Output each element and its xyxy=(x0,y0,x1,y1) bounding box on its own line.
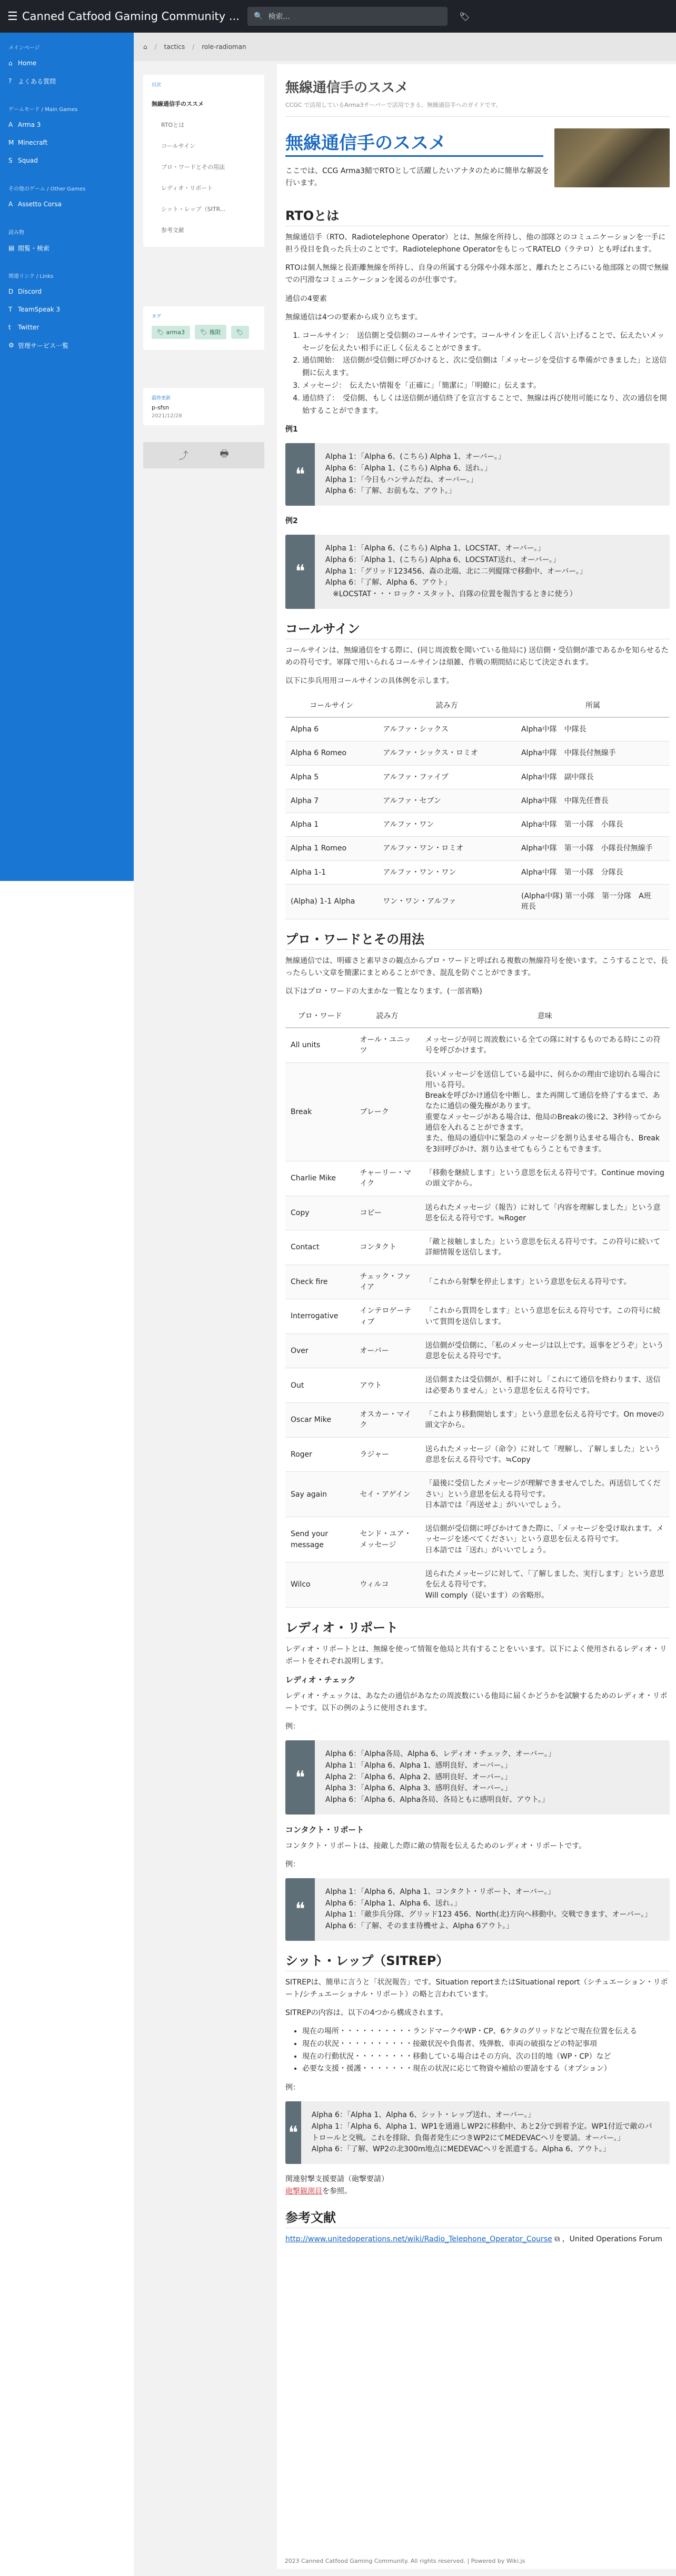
quote-text: Alpha 1：「Alpha 6、(こちら) Alpha 1、オーバー。」 Alpha 6：「Alpha 1、(こちら) Alpha 6、送れ。」 Alpha 1：「今日もハンサムだね、オーバー。」 Alpha 6：「了解、お前もな、アウト。」 xyxy=(325,453,505,496)
basic-list xyxy=(285,330,670,418)
table-cell: ウィルコ xyxy=(354,1562,420,1608)
sitrep-paragraph: SITREPは、簡単に言うと「状況報告」です。Situation reportまたはSituational report（シチュエーション・リポート/シチュエーショナル・リポート）の略と言われています。 xyxy=(285,1978,668,1999)
table-cell: (Alpha) 1-1 Alpha xyxy=(285,885,377,919)
nav-section-label: 関連リンク / Links xyxy=(8,274,54,279)
heading-references: 参考文献 xyxy=(285,2207,670,2228)
quote-icon: ❝ xyxy=(285,443,315,506)
heading-callsign: コールサイン xyxy=(285,618,670,639)
quote-text: Alpha 1：「Alpha 6、Alpha 1、コンタクト・リポート、オーバー。」 Alpha 6：「Alpha 1、Alpha 6、送れ。」 Alpha 1：「敵歩兵分隊、グリッド123 456、North(北)方向へ移動中。交戦できます、オーバー。」 Alpha 6：「了解、そのまま待機せよ、Alpha 6アウト。」 xyxy=(325,1888,652,1931)
table-cell: アルファ・ワン xyxy=(377,813,516,837)
example-quote xyxy=(285,1740,670,1814)
table-cell: Wilco xyxy=(285,1562,354,1608)
table-cell: Contact xyxy=(285,1230,354,1265)
table-row xyxy=(285,1299,670,1334)
external-link-icon: ⧉ xyxy=(554,2235,560,2244)
basic-lead: 無線通信は4つの要素から成り立ちます。 xyxy=(285,313,422,322)
list-item: 3. メッセージ： 伝えたい情報を「正確に」「簡潔に」「明瞭に」伝えます。 xyxy=(302,380,670,393)
sidebar-item[interactable] xyxy=(0,72,134,90)
last-edited-date: 2021/12/28 xyxy=(152,413,182,419)
reference-line xyxy=(285,2233,670,2246)
table-header: プロ・ワード xyxy=(285,1004,354,1028)
last-edited-label: 最終更新 xyxy=(152,396,171,401)
table-cell: オスカー・マイク xyxy=(354,1403,420,1438)
table-cell: Alpha 5 xyxy=(285,765,377,789)
quote-text: Alpha 6：「Alpha 1、Alpha 6、シット・レップ送れ、オーバー。」 Alpha 1：「Alpha 6、Alpha 1、WP1を通過しWP2に移動中、あと2分で到着予定。WP1付近で敵のパトロールと交戦。これを排除、負傷者発生につきWP2にてMEDEVACヘリを要請。オーバー。」 Alpha 6：「了解、WP2の北300m地点にMEDEVACヘリを派遣する。Alpha 6、アウト。」 xyxy=(311,2111,652,2154)
table-cell: Send your message xyxy=(285,1517,354,1562)
table-cell: Check fire xyxy=(285,1265,354,1299)
table-cell: インテロゲーティブ xyxy=(354,1299,420,1334)
table-cell: Alpha 1 xyxy=(285,813,377,837)
toc-item[interactable]: レディオ・リポート xyxy=(161,185,213,192)
table-cell: Alpha 1 Romeo xyxy=(285,837,377,860)
breadcrumb-separator: / xyxy=(154,43,157,51)
nav-section-label: ゲームモード / Main Games xyxy=(8,107,78,113)
table-row xyxy=(285,717,670,741)
example-label: 例1 xyxy=(285,425,298,434)
table-cell: All units xyxy=(285,1028,354,1063)
share-icon[interactable]: ⤴ xyxy=(178,450,188,462)
radio-check-paragraph: レディオ・チェックは、あなたの通信があなたの周波数にいる他局に届くかどうかを試験するためのレディオ・リポートです。以下の例のように使用されます。 xyxy=(285,1692,668,1713)
table-row xyxy=(285,1063,670,1161)
example-quote xyxy=(285,2101,670,2164)
table-row xyxy=(285,860,670,884)
nav-item-icon: t xyxy=(8,324,11,331)
table-cell: アルファ・ファイブ xyxy=(377,765,516,789)
table-cell: (Alpha中隊) 第一小隊 第一分隊 A班 班長 xyxy=(516,885,670,919)
print-icon[interactable]: 🖶 xyxy=(220,448,229,459)
intro-text: ここでは、CCG Arma3鯖でRTOとして活躍したいアナタのために簡単な解説を行います。 xyxy=(285,167,549,188)
table-header: 読み方 xyxy=(377,694,516,717)
breadcrumb xyxy=(134,33,676,61)
heading-radio-check: レディオ・チェック xyxy=(285,1675,356,1685)
table-cell: 「これより移動開始します」という意思を伝える符号です。On moveの頭文字から。 xyxy=(420,1403,670,1438)
toc-item[interactable]: プロ・ワードとその用法 xyxy=(161,164,225,171)
table-row xyxy=(285,837,670,860)
sidebar-nav xyxy=(0,33,134,881)
table-row xyxy=(285,885,670,919)
sidebar-item[interactable] xyxy=(0,239,134,257)
table-cell: アルファ・シックス xyxy=(377,717,516,741)
reference-tail: ，United Operations Forum xyxy=(562,2235,662,2244)
table-cell: メッセージが同じ周波数にいる全ての隊に対するものである時にこの符号を呼びかけます。 xyxy=(420,1028,670,1063)
table-row xyxy=(285,1230,670,1265)
table-row xyxy=(285,1437,670,1472)
search-placeholder: 検索... xyxy=(268,13,290,21)
sidebar-item-label: Assetto Corsa xyxy=(18,201,62,208)
toc-item[interactable]: シット・レップ（SITR... xyxy=(161,206,226,213)
table-of-contents xyxy=(143,75,264,247)
table-cell: アルファ・ワン・ロミオ xyxy=(377,837,516,860)
proword-table xyxy=(285,1004,670,1608)
example-label: 例： xyxy=(285,1860,300,1869)
table-cell: アルファ・セブン xyxy=(377,789,516,813)
quote-icon: ❝ xyxy=(285,1878,315,1941)
example-label: 例： xyxy=(285,2083,300,2092)
table-cell: Interrogative xyxy=(285,1299,354,1334)
sidebar-item[interactable] xyxy=(0,318,134,336)
main-area xyxy=(134,33,676,2576)
quote-icon: ❝ xyxy=(285,1740,315,1814)
quote-icon: ❝ xyxy=(285,535,315,608)
related-note xyxy=(285,2173,670,2198)
table-cell: 送られたメッセージ（報告）に対して「内容を理解しました」という意思を伝える符号です。≒Roger xyxy=(420,1196,670,1230)
table-row xyxy=(285,1334,670,1368)
list-item: 2. 通信開始： 送信側が受信側に呼びかけると、次に受信側は「メッセージを受信する準備ができました」と送信側に伝えます。 xyxy=(302,355,670,380)
table-cell: 「これから質問をします」という意思を伝える符号です。この符号に続いて質問を送信します。 xyxy=(420,1299,670,1334)
heading-proword: プロ・ワードとその用法 xyxy=(285,929,670,950)
table-cell: 「敵と接触しました」という意思を伝える符号です。この符号に続いて詳細情報を送信します。 xyxy=(420,1230,670,1265)
list-item: • 必要な支援・援護・・・・・・・現在の状況に応じて物資や補給の要請をする（オプション） xyxy=(302,2063,670,2076)
table-row xyxy=(285,765,670,789)
table-cell: アルファ・ワン・ワン xyxy=(377,860,516,884)
table-row xyxy=(285,1028,670,1063)
table-cell: Copy xyxy=(285,1196,354,1230)
top-bar xyxy=(0,0,676,33)
table-cell: オール・ユニッツ xyxy=(354,1028,420,1063)
tags-label: タグ xyxy=(152,314,162,319)
sidebar-item-label: よくある質問 xyxy=(18,77,56,85)
nav-section-label: メインページ xyxy=(8,45,40,51)
table-cell: ブレーク xyxy=(354,1063,420,1161)
table-cell: アウト xyxy=(354,1368,420,1403)
sidebar-item-label: 管理サービス一覧 xyxy=(18,342,69,349)
nav-item-icon: S xyxy=(8,157,13,164)
quote-text: Alpha 1：「Alpha 6、(こちら) Alpha 1、LOCSTAT、オーバー。」 Alpha 6：「Alpha 1、(こちら) Alpha 6、LOCSTAT送れ、オーバー。」 Alpha 1：「グリッド123456、森の北端、北に二列縦隊で移動中、オーバー。」 Alpha 6：「了解、Alpha 6、アウト」 ※LOCSTAT・・・ロック・スタット、自隊の位置を報告するときに使う） xyxy=(325,544,587,599)
search-icon: 🔍 xyxy=(254,12,263,21)
sidebar-item-label: Arma 3 xyxy=(18,121,41,128)
author-name[interactable]: p-sfsn xyxy=(152,404,170,411)
quote-icon: ❝ xyxy=(285,2101,301,2164)
toc-item[interactable]: 参考文献 xyxy=(161,227,184,234)
sidebar-item[interactable] xyxy=(0,152,134,169)
breadcrumb-item-tactics[interactable]: tactics xyxy=(164,43,185,51)
nav-item-icon: ▤ xyxy=(8,244,15,252)
table-cell: Alpha中隊 副中隊長 xyxy=(516,765,670,789)
table-cell: セイ・アゲイン xyxy=(354,1472,420,1517)
sidebar-item[interactable] xyxy=(0,116,134,134)
table-cell: ワン・ワン・アルファ xyxy=(377,885,516,919)
table-cell: コンタクト xyxy=(354,1230,420,1265)
table-row xyxy=(285,1196,670,1230)
table-cell: コピー xyxy=(354,1196,420,1230)
table-cell: 「最後に受信したメッセージが理解できませんでした。再送信してください」という意思を伝える符号です。 日本語では「再送せよ」がいいでしょう。 xyxy=(420,1472,670,1517)
table-row xyxy=(285,741,670,765)
sidebar-item-label: Squad xyxy=(18,157,38,164)
example-quote xyxy=(285,535,670,608)
breadcrumb-separator: / xyxy=(192,43,195,51)
table-header: コールサイン xyxy=(285,694,377,717)
example-label: 例： xyxy=(285,1722,300,1731)
hero-title: 無線通信手のススメ xyxy=(285,128,543,157)
example-quote xyxy=(285,443,670,506)
table-cell: Alpha中隊 中隊長 xyxy=(516,717,670,741)
table-cell: 送られたメッセージ（命令）に対して「理解し、了解しました」という意思を伝える符号です。≒Copy xyxy=(420,1437,670,1472)
table-cell: アルファ・シックス・ロミオ xyxy=(377,741,516,765)
heading-contact-report: コンタクト・リポート xyxy=(285,1825,364,1835)
table-cell: Alpha中隊 中隊長付無線手 xyxy=(516,741,670,765)
tag-chip[interactable]: 🏷 xyxy=(231,326,249,339)
example-quote xyxy=(285,1878,670,1941)
sidebar-item[interactable] xyxy=(0,300,134,318)
tags-icon[interactable]: 🏷 xyxy=(459,11,470,22)
related-note-text: 関連射撃支援要請（砲撃要請） xyxy=(285,2175,389,2184)
sidebar-item[interactable] xyxy=(0,195,134,213)
page-actions xyxy=(143,442,264,468)
sitrep-paragraph: SITREPの内容は、以下の4つから構成されます。 xyxy=(285,2008,448,2017)
sidebar-item-label: Discord xyxy=(18,288,42,295)
hero xyxy=(285,128,670,196)
table-row xyxy=(285,1161,670,1196)
basic-heading: 通信の4要素 xyxy=(285,294,327,303)
proword-paragraph: 無線通信では、明確さと素早さの観点からプロ・ワードと呼ばれる複数の無線符号を使います。こうすることで、長ったらしい文章を簡潔にまとめることができ、混乱を防ぐことができます。 xyxy=(285,956,668,977)
table-row xyxy=(285,813,670,837)
article xyxy=(277,64,676,2569)
list-item: 4. 通信終了： 受信側、もしくは送信側が通信終了を宣言することで、無線は再び使用可能になり、次の通信を開始することができます。 xyxy=(302,393,670,418)
table-cell: Alpha 6 xyxy=(285,717,377,741)
page-title: 無線通信手のススメ xyxy=(285,80,409,96)
list-item: 1. コールサイン： 送信側と受信側のコールサインです。コールサインを正しく言い上げることで、伝えたいメッセージを伝えたい相手に正しく伝えることができます。 xyxy=(302,330,670,355)
table-cell: Alpha中隊 第一小隊 小隊長付無線手 xyxy=(516,837,670,860)
table-row xyxy=(285,1517,670,1562)
table-cell: チャーリー・マイク xyxy=(354,1161,420,1196)
search-input[interactable] xyxy=(247,7,448,26)
callsign-paragraph: コールサインは、無線通信をする際に、(同じ周波数を聞いている他局に) 送信側・受信側が誰であるかを知らせるための符号です。軍隊で用いられるコールサインは煩雑、作戦の期間結に応じて決定されます。 xyxy=(285,646,669,667)
sidebar-item-label: Minecraft xyxy=(18,139,48,146)
related-note-tail: を参照。 xyxy=(322,2187,352,2196)
table-cell: Alpha中隊 中隊先任曹長 xyxy=(516,789,670,813)
nav-section-label: その他のゲーム / Other Games xyxy=(8,186,86,192)
nav-item-icon: ⌂ xyxy=(8,59,13,67)
table-row xyxy=(285,1472,670,1517)
table-cell: センド・ユア・メッセージ xyxy=(354,1517,420,1562)
sidebar-item-label: TeamSpeak 3 xyxy=(18,306,61,313)
reference-link[interactable]: http://www.unitedoperations.net/wiki/Radio_Telephone_Operator_Course xyxy=(285,2235,552,2244)
table-header: 所属 xyxy=(516,694,670,717)
sidebar-item[interactable] xyxy=(0,283,134,300)
toc-item[interactable]: コールサイン xyxy=(161,143,196,149)
table-cell: Alpha 7 xyxy=(285,789,377,813)
table-header: 読み方 xyxy=(354,1004,420,1028)
tag-chip[interactable]: 🏷 権限 xyxy=(195,325,226,339)
menu-icon[interactable]: ☰ xyxy=(7,9,18,23)
table-cell: オーバー xyxy=(354,1334,420,1368)
tag-chip[interactable]: 🏷 arma3 xyxy=(152,326,190,339)
table-cell: Say again xyxy=(285,1472,354,1517)
table-cell: 送られたメッセージに対して、「了解しました、実行します」という意思を伝える符号です。 Will comply（従います）の省略形。 xyxy=(420,1562,670,1608)
table-cell: Over xyxy=(285,1334,354,1368)
table-cell: Alpha中隊 第一小隊 分隊長 xyxy=(516,860,670,884)
table-row xyxy=(285,1265,670,1299)
page-subtitle: CCGC で活用しているArma3サーバーで活用できる、無線通信手へのガイドです。 xyxy=(285,101,670,117)
toc-item[interactable]: 無線通信手のススメ xyxy=(152,101,204,107)
table-cell: 長いメッセージを送信している最中に、何らかの理由で途切れる場合に用いる符号。 Breakを呼びかけ通信を中断し、また再開して通信を終了するまで、あなたに通信の優先権があります。 重要なメッセージがある場合は、他局のBreakの後に2、3秒待ってから通信を入れることができます。 また、他局の通信中に緊急のメッセージを割り込ませる場合も、Breakを3回呼びかけ、割り込ませてもらうこともできます。 xyxy=(420,1063,670,1161)
table-cell: 「これから射撃を停止します」という意思を伝える符号です。 xyxy=(420,1265,670,1299)
observer-link[interactable]: 砲撃観測員 xyxy=(285,2187,322,2196)
list-item: • 現在の状況・・・・・・・・・・接敵状況や負傷者、残弾数、車両の破損などの特記事項 xyxy=(302,2038,670,2051)
contact-paragraph: コンタクト・リポートは、接敵した際に敵の情報を伝えるためのレディオ・リポートです。 xyxy=(285,1841,586,1850)
home-icon[interactable]: ⌂ xyxy=(143,43,147,51)
table-cell: Charlie Mike xyxy=(285,1161,354,1196)
table-row xyxy=(285,1403,670,1438)
nav-item-icon: T xyxy=(8,306,13,313)
table-cell: Roger xyxy=(285,1437,354,1472)
nav-item-icon: ⚙ xyxy=(8,342,14,349)
table-cell: 「移動を継続します」という意思を伝える符号です。Continue movingの頭文字から。 xyxy=(420,1161,670,1196)
sidebar-item[interactable] xyxy=(0,54,134,72)
quote-text: Alpha 6：「Alpha各局、Alpha 6、レディオ・チェック、オーバー。」 Alpha 1：「Alpha 6、Alpha 1、感明良好、オーバー。」 Alpha 2：「Alpha 6、Alpha 2、感明良好、オーバー。」 Alpha 3：「Alpha 6、Alpha 3、感明良好、オーバー。」 Alpha 6：「Alpha 6、Alpha各局、各局ともに感明良好、アウト。」 xyxy=(325,1750,555,1805)
nav-item-icon: A xyxy=(8,201,13,208)
proword-paragraph: 以下はプロ・ワードの大まかな一覧となります。(一部省略) xyxy=(285,987,482,996)
table-cell: Break xyxy=(285,1063,354,1161)
sidebar-item[interactable] xyxy=(0,336,134,354)
example-label: 例2 xyxy=(285,517,298,526)
table-cell: 送信側または受信側が、相手に対し「これにて通信を終わります、送信は必要ありません」という意思を伝える符号です。 xyxy=(420,1368,670,1403)
sidebar-item-label: 閲覧・検索 xyxy=(18,244,50,252)
site-title[interactable]: Canned Catfood Gaming Community ... xyxy=(22,10,240,23)
nav-item-icon: D xyxy=(8,288,14,295)
table-cell: チェック・ファイア xyxy=(354,1265,420,1299)
table-cell: 送信側が受信側に呼びかけてきた際に、「メッセージを受け取れます。メッセージを述べてください」という意思を伝える符号です。 日本語では「送れ」がいいでしょう。 xyxy=(420,1517,670,1562)
heading-sitrep: シット・レップ（SITREP） xyxy=(285,1950,670,1971)
callsign-table xyxy=(285,694,670,919)
table-cell: Out xyxy=(285,1368,354,1403)
table-cell: Oscar Mike xyxy=(285,1403,354,1438)
rto-paragraph: 無線通信手（RTO、Radiotelephone Operator）とは、無線を所持し、他の部隊とのコミュニケーションを一手に担う役目を負った兵士のことです。Radiotelephone OperatorをもじってRATELO（ラテロ）とも呼ばれます。 xyxy=(285,233,666,254)
breadcrumb-item-current[interactable]: role-radioman xyxy=(202,43,246,51)
table-cell: Alpha中隊 第一小隊 小隊長 xyxy=(516,813,670,837)
rto-paragraph: RTOは個人無線と長距離無線を所持し、自身の所属する分隊や小隊本部と、離れたところにいる他部隊との間で無線での円滑なコミュニケーションを図るのが仕事です。 xyxy=(285,264,669,285)
nav-section-label: 読み物 xyxy=(8,230,24,236)
table-header: 意味 xyxy=(420,1004,670,1028)
tags-panel xyxy=(143,306,264,350)
table-cell: 送信側が受信側に、「私のメッセージは以上です。返事をどうぞ」という意思を伝える符号です。 xyxy=(420,1334,670,1368)
table-row xyxy=(285,1368,670,1403)
callsign-paragraph: 以下に歩兵用用コールサインの具体例を示します。 xyxy=(285,676,454,685)
heading-radio-report: レディオ・リポート xyxy=(285,1617,670,1638)
table-cell: Alpha 6 Romeo xyxy=(285,741,377,765)
footer: 2023 Canned Catfood Gaming Community. All rights reserved. | Powered by Wiki.js xyxy=(284,2558,525,2564)
list-item: • 現在の行動状況・・・・・・・・移動している場合はその方向、次の目的地（WP・CP）など xyxy=(302,2051,670,2063)
nav-item-icon: M xyxy=(8,139,14,146)
table-cell: ラジャー xyxy=(354,1437,420,1472)
author-panel xyxy=(143,388,264,425)
sitrep-list xyxy=(285,2026,670,2076)
list-item: • 現在の場所・・・・・・・・・・ランドマークやWP・CP、6ケタのグリッドなどで現在位置を伝える xyxy=(302,2026,670,2038)
table-row xyxy=(285,789,670,813)
radio-paragraph: レディオ・リポートとは、無線を使って情報を他局と共有することをいいます。以下によく使用されるレディオ・リポートをそれぞれ説明します。 xyxy=(285,1645,667,1666)
nav-item-icon: A xyxy=(8,121,13,128)
nav-item-icon: ? xyxy=(8,77,12,85)
heading-rto: RTOとは xyxy=(285,205,670,226)
sidebar-item[interactable] xyxy=(0,134,134,152)
toc-item[interactable]: RTOとは xyxy=(161,122,185,128)
sidebar-item-label: Twitter xyxy=(18,324,39,331)
soldier-photo xyxy=(554,128,670,187)
toc-label: 目次 xyxy=(152,83,162,88)
sidebar-item-label: Home xyxy=(18,59,37,67)
table-cell: Alpha 1-1 xyxy=(285,860,377,884)
table-row xyxy=(285,1562,670,1608)
